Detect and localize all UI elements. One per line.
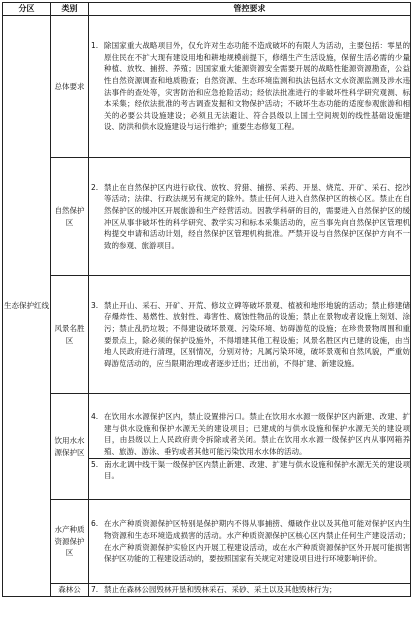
category-cell: 水产种质资源保护区: [51, 500, 89, 584]
item-number: 2.: [91, 182, 99, 192]
table-row: [3, 394, 411, 500]
requirement-item: [89, 40, 410, 133]
requirement-item: [89, 300, 410, 370]
item-text: 禁止开山、采石、开矿、开荒、修坟立碑等破坏景观、植被和地形地貌的活动；禁止修建储存爆炸性、易燃性、放射性、毒害性、腐蚀性物品的设施；禁止在景物或者设施上刻划、涂污；禁止乱扔垃圾；不得建设破坏景观、污染环境、妨碍游览的设施；在珍贵景物周围和重要景点上，除必须的保护设施外，不得增建其他工程设施；风景名胜区内已建的设施，由当地人民政府进行清理，区别情况，分别对待；凡属污染环境，破坏景观和自然风貌，严重妨碍游览活动的，应当限期治理或者逐步迁出；迁出前，不得扩建、新建设施。: [104, 300, 410, 368]
table-row: [3, 158, 411, 276]
item-number: 4.: [91, 412, 99, 422]
item-text: 除国家重大战略项目外，仅允许对生态功能不造成破坏的有限人为活动，主要包括：零星的原住民在不扩大现有建设用地和耕地规模前提下，修缮生产生活设施，保留生活必需的少量种植、放牧、捕捞、养殖；因国家重大能源资源安全需要开展的战略性能源资源勘查，公益性自然资源调查和地质勘查；自然资源、生态环境监测和执法包括水文水资源监测及涉水违法事件的查处等，灾害防治和应急抢险活动；经依法批准进行的非破坏性科学研究观测、标本采集；经依法批准的考古调查发掘和文物保护活动；不破坏生态功能的适度参观旅游和相关的必要公共设施建设；必须且无法避让、符合县级以上国土空间规划的线性基础设施建设、防洪和供水设施建设与运行维护；重要生态修复工程。: [104, 41, 410, 132]
requirement-item: [89, 518, 410, 564]
requirements-cell: [89, 394, 411, 500]
item-number: 7.: [91, 585, 99, 595]
item-number: 1.: [91, 41, 99, 51]
requirements-cell: [89, 158, 411, 276]
item-text: 禁止在自然保护区内进行砍伐、放牧、狩猎、捕捞、采药、开垦、烧荒、开矿、采石、挖沙等活动；法律、行政法规另有规定的除外。禁止任何人进入自然保护区的核心区。禁止在自然保护区的缓冲区开展旅游和生产经营活动。因教学科研的目的，需要进入自然保护区的缓冲区从事非破坏性的科学研究、教学实习和标本采集活动的，应当事先向自然保护区管理机构提交申请和活动计划，经自然保护区管理机构批准。严禁开设与自然保护区保护方向不一致的参观、旅游项目。: [104, 182, 410, 250]
requirement-item: [89, 459, 410, 482]
requirement-item: [89, 411, 410, 457]
item-text: 南水北调中线干渠一级保护区内禁止新建、改建、扩建与供水设施和保护水源无关的建设项目。: [104, 459, 410, 481]
table-row: [3, 276, 411, 394]
table-row: [3, 500, 411, 584]
requirements-cell: [89, 500, 411, 584]
requirements-cell: [89, 16, 411, 158]
item-text: 在水产种质资源保护区特别是保护期内不得从事捕捞、爆破作业以及其他可能对保护区内生物资源和生态环境造成损害的活动。水产种质资源保护区核心区内禁止任何生产建设活动；在水产种质资源保护实验区内开展工程建设活动，或在水产种质资源保护区外开展可能损害保护区功能的工程建设活动的，要按照国家有关规定对建设项目进行环境影响评价。: [104, 519, 410, 564]
item-number: 3.: [91, 300, 99, 310]
table-row: [3, 584, 411, 597]
item-number: 5.: [91, 459, 99, 469]
category-cell: 风景名胜区: [51, 276, 89, 394]
requirements-cell: [89, 584, 411, 597]
category-cell: 森林公: [51, 584, 89, 597]
category-cell: 自然保护区: [51, 158, 89, 276]
header-row: [3, 3, 411, 16]
header-zone: 分区: [3, 3, 51, 16]
item-number: 6.: [91, 519, 99, 529]
category-cell: 饮用水水源保护区: [51, 394, 89, 500]
requirement-item: [89, 584, 410, 596]
table-row: [3, 16, 411, 158]
category-cell: 总体要求: [51, 16, 89, 158]
item-text: 在饮用水水源保护区内，禁止设置排污口。禁止在饮用水水源一级保护区内新建、改建、扩建与供水设施和保护水源无关的建设项目；已建成的与供水设施和保护水源无关的建设项目，由县级以上人民政府责令拆除或者关闭。禁止在饮用水水源一级保护区内从事网箱养殖、旅游、游泳、垂钓或者其他可能污染饮用水水体的活动。: [104, 412, 410, 456]
header-requirements: 管控要求: [89, 3, 411, 16]
header-category: 类别: [51, 3, 89, 16]
control-requirements-table: [2, 2, 411, 597]
zone-cell: 生态保护红线: [3, 16, 51, 597]
requirements-cell: [89, 276, 411, 394]
requirement-item: [89, 182, 410, 252]
item-text: 禁止在森林公园毁林开垦和毁林采石、采砂、采土以及其他毁林行为；: [104, 585, 337, 595]
